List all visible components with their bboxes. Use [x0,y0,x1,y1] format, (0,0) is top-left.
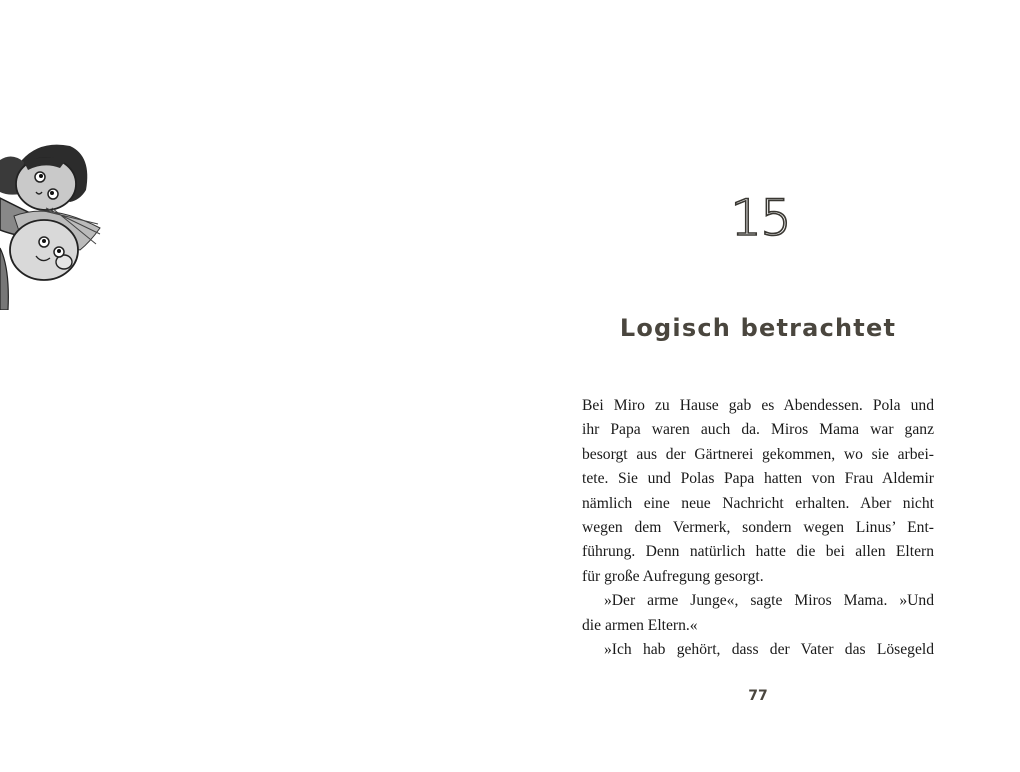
text-line: die armen Eltern.« [582,616,698,634]
text-line: »Ich hab gehört, dass der Vater das Lösegeld [604,641,934,659]
chapter-number: 15 [730,189,790,247]
text-line: wegen dem Vermerk, sondern wegen Linus’ Ent- [582,519,934,537]
text-line: besorgt aus der Gärtnerei gekommen, wo sie arbei- [582,445,934,463]
text-line: ihr Papa waren auch da. Miros Mama war ganz [582,421,934,439]
text-line: Bei Miro zu Hause gab es Abendessen. Pola und [582,397,934,414]
text-line: für große Aufregung gesorgt. [582,567,764,585]
chapter-body-text [582,394,934,662]
page-number: 77 [748,688,768,704]
children-illustration-icon [0,138,106,310]
text-line: tete. Sie und Polas Papa hatten von Frau Aldemir [582,470,934,488]
text-line: führung. Denn natürlich hatte die bei allen Eltern [582,543,934,561]
text-line: »Der arme Junge«, sagte Miros Mama. »Und [604,592,934,610]
chapter-title: Logisch betrachtet [619,314,897,342]
text-line: nämlich eine neue Nachricht erhalten. Aber nicht [582,494,934,512]
